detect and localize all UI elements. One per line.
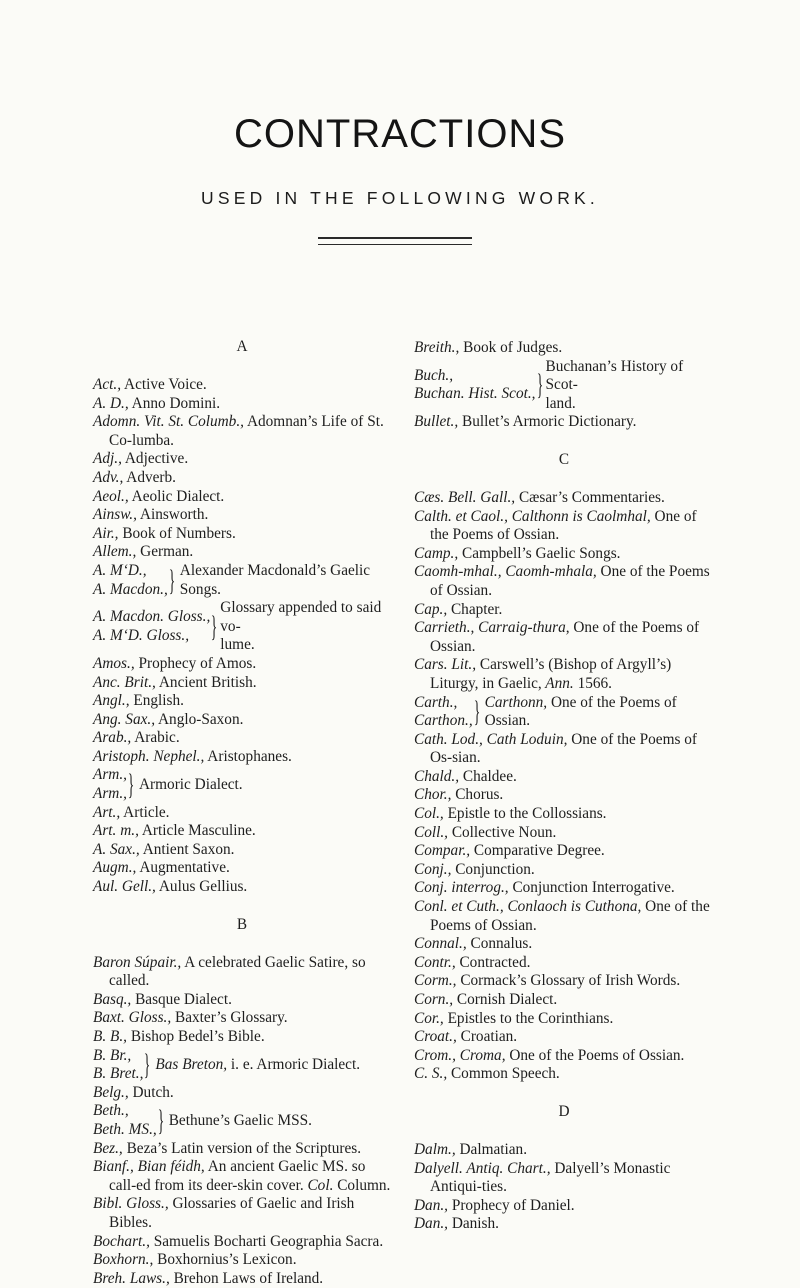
- right-column: [414, 339, 714, 1234]
- abbreviation: Augm.,: [93, 859, 137, 877]
- definition: Adverb.: [123, 468, 176, 486]
- definition: Adjective.: [121, 450, 189, 468]
- definition: Baxter’s Glossary.: [171, 1009, 288, 1027]
- definition: Connalus.: [466, 935, 533, 953]
- definition: Croatian.: [456, 1028, 518, 1046]
- entry: [93, 1140, 391, 1159]
- definition: One of the Poems of Os-sian.: [430, 730, 698, 767]
- definition: Prophecy of Daniel.: [448, 1196, 575, 1214]
- definition: Common Speech.: [447, 1065, 560, 1083]
- entry: [414, 731, 714, 768]
- definition: Cormack’s Glossary of Irish Words.: [456, 972, 681, 990]
- entry: [93, 1270, 391, 1288]
- definition: Aeolic Dialect.: [128, 487, 225, 505]
- definition: Cæsar’s Commentaries.: [515, 488, 665, 506]
- abbreviation: A. D.,: [93, 394, 129, 412]
- entry: [93, 711, 391, 730]
- entry: [93, 1009, 391, 1028]
- definition: Samuelis Bocharti Geographia Sacra.: [149, 1232, 384, 1250]
- definition: Dalmatian.: [455, 1140, 528, 1158]
- definition: Boxhornius’s Lexicon.: [153, 1251, 297, 1269]
- abbreviation: Dan.,: [414, 1215, 448, 1233]
- definition: Comparative Degree.: [470, 842, 605, 860]
- entry-group: [414, 694, 714, 731]
- abbreviation: Act.,: [93, 376, 122, 393]
- abbreviation: Amos.,: [93, 654, 135, 672]
- definition: Article Masculine.: [138, 822, 256, 840]
- entry: [414, 489, 714, 508]
- entry: [93, 804, 391, 823]
- abbreviation: Calth. et Caol., Calthonn is Caolmhal,: [414, 507, 651, 525]
- entry: [414, 898, 714, 935]
- entry: [93, 469, 391, 488]
- definition: One of the Poems of Ossian.: [430, 898, 710, 934]
- entry: [414, 954, 714, 973]
- definition: Chaldee.: [459, 767, 517, 785]
- definition: English.: [129, 692, 184, 710]
- definition: Column.: [333, 1176, 391, 1194]
- entry: [93, 1233, 391, 1252]
- abbreviation: Cap.,: [414, 600, 448, 618]
- abbreviation: Air.,: [93, 524, 119, 542]
- definition: One of the Poems of Ossian.: [430, 563, 710, 599]
- definition: Dalyell’s Monastic Antiqui-ties.: [430, 1159, 671, 1196]
- abbreviation: A. Macdon. Gloss.,: [93, 608, 211, 626]
- abbreviation: Adj.,: [93, 450, 122, 468]
- section-letter-a: A: [236, 338, 248, 355]
- definition: Bullet’s Armoric Dictionary.: [458, 413, 637, 431]
- abbreviation: Allem.,: [93, 543, 137, 561]
- brace: }: [473, 695, 480, 729]
- definition: Carswell’s (Bishop of Argyll’s) Liturgy, in Gaelic,: [430, 656, 672, 692]
- abbreviation: Conj.,: [414, 860, 452, 878]
- definition: Book of Numbers.: [118, 524, 236, 542]
- definition: Campbell’s Gaelic Songs.: [458, 544, 621, 562]
- abbreviation: Belg.,: [93, 1083, 129, 1101]
- abbreviation: Crom., Croma,: [414, 1046, 506, 1064]
- entry: [414, 656, 714, 693]
- definition: Bethune’s Gaelic MSS.: [168, 1111, 312, 1129]
- entry: [414, 842, 714, 861]
- entry: [414, 563, 714, 600]
- entry-group: [93, 599, 391, 655]
- entry: [414, 861, 714, 880]
- abbreviation: Art.,: [93, 803, 121, 821]
- definition: Chorus.: [451, 786, 504, 804]
- abbreviation: Carth.,: [414, 693, 458, 711]
- abbreviation: Bochart.,: [93, 1232, 150, 1250]
- entry-group: [414, 358, 714, 414]
- entry: [414, 991, 714, 1010]
- entry-group: [93, 562, 391, 599]
- definition: Beza’s Latin version of the Scriptures.: [122, 1139, 362, 1157]
- abbreviation: B. Br.,: [93, 1046, 132, 1064]
- entry: [93, 525, 391, 544]
- entry: [414, 972, 714, 991]
- entry: [414, 786, 714, 805]
- entry: [93, 859, 391, 878]
- abbreviation: Boxhorn.,: [93, 1251, 154, 1269]
- definition: Epistle to the Collossians.: [443, 805, 607, 823]
- abbreviation: Art. m.,: [93, 822, 139, 840]
- section-letter-d: D: [558, 1102, 570, 1120]
- abbreviation: B. B.,: [93, 1028, 127, 1045]
- definition: Basque Dialect.: [131, 990, 232, 1008]
- entry: [414, 545, 714, 564]
- entry: [414, 935, 714, 954]
- definition: An ancient Gaelic MS. so call-ed from its deer-skin cover.: [109, 1158, 366, 1194]
- entry-group: [93, 1102, 391, 1139]
- definition: Brehon Laws of Ireland.: [169, 1269, 324, 1287]
- abbreviation: Bullet.,: [414, 413, 459, 431]
- definition: Epistles to the Corinthians.: [443, 1009, 614, 1027]
- abbreviation: Adomn. Vit. St. Columb.,: [93, 413, 244, 431]
- entry: [93, 488, 391, 507]
- abbreviation: Arab.,: [93, 729, 132, 747]
- abbreviation: B. Bret.,: [93, 1065, 144, 1083]
- definition: One of the Poems of Ossian.: [505, 1046, 685, 1064]
- entry: [414, 619, 714, 656]
- entry: [414, 1215, 714, 1234]
- abbreviation: A. Sax.,: [93, 840, 140, 858]
- definition: Ainsworth.: [136, 506, 209, 524]
- definition: Glossary appended to said vo-: [220, 599, 382, 635]
- entry: [93, 450, 391, 469]
- abbreviation: Arm.,: [93, 785, 127, 803]
- section-letter-b: B: [236, 915, 248, 933]
- entry: [93, 729, 391, 748]
- entry: [93, 822, 391, 841]
- entry: [93, 1028, 391, 1047]
- entry: [414, 879, 714, 898]
- definition: One of the Poems of Ossian.: [430, 507, 697, 544]
- abbreviation: Angl.,: [93, 692, 130, 710]
- brace: }: [536, 368, 543, 402]
- abbreviation: Bianf., Bian féidh,: [93, 1158, 205, 1176]
- definition: German.: [136, 543, 194, 561]
- abbreviation: Arm.,: [93, 766, 127, 784]
- definition: Anglo-Saxon.: [155, 710, 244, 728]
- definition: Book of Judges.: [459, 339, 563, 356]
- abbreviation: A. M‘D.,: [93, 561, 147, 579]
- definition: One of the Poems of Ossian.: [430, 619, 700, 655]
- definition: Augmentative.: [136, 859, 230, 877]
- ornamental-rule: [318, 237, 472, 245]
- definition: Contracted.: [455, 953, 531, 971]
- abbreviation: Beth. MS.,: [93, 1120, 157, 1138]
- entry: [93, 543, 391, 562]
- entry: [93, 954, 391, 991]
- abbreviation: Contr.,: [414, 953, 456, 971]
- abbreviation: Ann.: [541, 674, 574, 692]
- entry: [93, 1195, 391, 1232]
- entry: [414, 1010, 714, 1029]
- page-subtitle: USED IN THE FOLLOWING WORK.: [201, 188, 599, 208]
- abbreviation: Dalyell. Antiq. Chart.,: [414, 1159, 551, 1177]
- abbreviation: Carrieth., Carraig-thura,: [414, 619, 570, 637]
- abbreviation: Chor.,: [414, 786, 452, 804]
- abbreviation: Ainsw.,: [93, 506, 137, 524]
- definition: Buchanan’s History of Scot-: [545, 357, 684, 394]
- definition: Aulus Gellius.: [155, 878, 248, 896]
- abbreviation: Anc. Brit.,: [93, 673, 156, 691]
- abbreviation: Camp.,: [414, 544, 459, 562]
- brace: }: [144, 1048, 151, 1082]
- abbreviation: Baron Súpair.,: [93, 953, 182, 971]
- entry: [93, 878, 391, 897]
- abbreviation: Cath. Lod., Cath Loduin,: [414, 730, 568, 748]
- definition: lume.: [220, 636, 255, 654]
- brace: }: [211, 610, 218, 644]
- entry: [93, 674, 391, 693]
- definition: Glossaries of Gaelic and Irish Bibles.: [109, 1195, 355, 1231]
- entry: [414, 1047, 714, 1066]
- abbreviation: Chald.,: [414, 767, 460, 785]
- abbreviation: A. M‘D. Gloss.,: [93, 627, 190, 645]
- definition: Collective Noun.: [448, 823, 557, 841]
- definition: Aristophanes.: [204, 747, 292, 765]
- abbreviation: Connal.,: [414, 935, 467, 953]
- entry: [93, 1251, 391, 1270]
- entry: [414, 1160, 714, 1197]
- definition: 1566.: [573, 674, 612, 692]
- definition: Conjunction Interrogative.: [508, 879, 675, 897]
- abbreviation: Conl. et Cuth., Conlaoch is Cuthona,: [414, 898, 642, 916]
- abbreviation: Coll.,: [414, 823, 448, 841]
- abbreviation: Buchan. Hist. Scot.,: [414, 385, 536, 403]
- abbreviation: Bibl. Gloss.,: [93, 1195, 169, 1213]
- entry: [93, 841, 391, 860]
- definition: Alexander Macdonald’s Gaelic Songs.: [179, 561, 371, 598]
- abbreviation: Adv.,: [93, 468, 124, 486]
- entry: [93, 395, 391, 414]
- entry: [414, 1065, 714, 1084]
- abbreviation: Aeol.,: [93, 487, 129, 505]
- abbreviation: Col.: [303, 1176, 334, 1194]
- abbreviation: Caomh-mhal., Caomh-mhala,: [414, 563, 597, 581]
- definition: Cornish Dialect.: [453, 991, 558, 1008]
- abbreviation: Croat.,: [414, 1028, 457, 1046]
- entry: [93, 413, 391, 450]
- entry: [414, 413, 714, 432]
- abbreviation: Col.,: [414, 805, 444, 823]
- definition: Adomnan’s Life of St. Co-lumba.: [109, 413, 384, 449]
- entry: [414, 805, 714, 824]
- definition: Ancient British.: [155, 673, 257, 691]
- entry: [93, 991, 391, 1010]
- entry: [414, 601, 714, 620]
- definition: Prophecy of Amos.: [134, 654, 257, 672]
- definition: land.: [545, 394, 576, 412]
- entry: [414, 1028, 714, 1047]
- definition: Anno Domini.: [128, 394, 221, 412]
- abbreviation: A. Macdon.,: [93, 580, 168, 598]
- abbreviation: Aul. Gell.,: [93, 878, 156, 896]
- entry: [414, 824, 714, 843]
- abbreviation: Corn.,: [414, 991, 454, 1008]
- entry: [414, 1141, 714, 1160]
- definition-term: Carthonn,: [484, 693, 548, 711]
- abbreviation: Bez.,: [93, 1139, 123, 1157]
- entry: [414, 339, 714, 358]
- entry: [93, 655, 391, 674]
- definition: A celebrated Gaelic Satire, so called.: [109, 953, 366, 990]
- abbreviation: Basq.,: [93, 990, 132, 1008]
- entry: [93, 506, 391, 525]
- entry: [414, 768, 714, 787]
- section-letter-c: C: [558, 450, 570, 468]
- definition: Conjunction.: [451, 860, 535, 878]
- entry: [93, 1084, 391, 1103]
- definition-term: Bas Breton,: [155, 1055, 228, 1073]
- page-title: CONTRACTIONS: [234, 112, 566, 156]
- definition: i. e. Armoric Dialect.: [227, 1055, 361, 1073]
- definition: Bishop Bedel’s Bible.: [127, 1028, 265, 1045]
- abbreviation: Aristoph. Nephel.,: [93, 747, 205, 765]
- left-column: [93, 338, 391, 1288]
- definition: Article.: [120, 803, 170, 821]
- abbreviation: Carthon.,: [414, 712, 473, 730]
- abbreviation: Conj. interrog.,: [414, 879, 509, 897]
- definition: Active Voice.: [121, 376, 207, 393]
- definition: Chapter.: [447, 600, 503, 618]
- abbreviation: Buch.,: [414, 366, 454, 384]
- entry-group: [93, 766, 391, 803]
- definition: Danish.: [448, 1215, 499, 1233]
- definition: Antient Saxon.: [139, 840, 235, 858]
- abbreviation: Dan.,: [414, 1196, 448, 1214]
- brace: }: [127, 768, 135, 802]
- abbreviation: Beth.,: [93, 1102, 129, 1120]
- brace: }: [168, 563, 176, 597]
- entry-group: [93, 1047, 391, 1084]
- definition: Armoric Dialect.: [139, 775, 243, 793]
- abbreviation: Dalm.,: [414, 1140, 456, 1158]
- abbreviation: Cor.,: [414, 1009, 444, 1027]
- abbreviation: Breith.,: [414, 339, 460, 356]
- abbreviation: Corm.,: [414, 972, 457, 990]
- entry: [93, 376, 391, 395]
- definition: Dutch.: [128, 1083, 174, 1101]
- abbreviation: Compar.,: [414, 842, 471, 860]
- entry: [414, 508, 714, 545]
- abbreviation: Breh. Laws.,: [93, 1269, 170, 1287]
- entry: [414, 1197, 714, 1216]
- definition: One of the Poems of Ossian.: [484, 693, 677, 730]
- abbreviation: Cæs. Bell. Gall.,: [414, 488, 516, 506]
- brace: }: [157, 1103, 164, 1137]
- abbreviation: Cars. Lit.,: [414, 656, 477, 674]
- abbreviation: Baxt. Gloss.,: [93, 1009, 172, 1027]
- abbreviation: C. S.,: [414, 1065, 448, 1083]
- entry: [93, 748, 391, 767]
- definition: Arabic.: [131, 729, 180, 747]
- entry: [93, 692, 391, 711]
- entry: [93, 1158, 391, 1195]
- abbreviation: Ang. Sax.,: [93, 710, 156, 728]
